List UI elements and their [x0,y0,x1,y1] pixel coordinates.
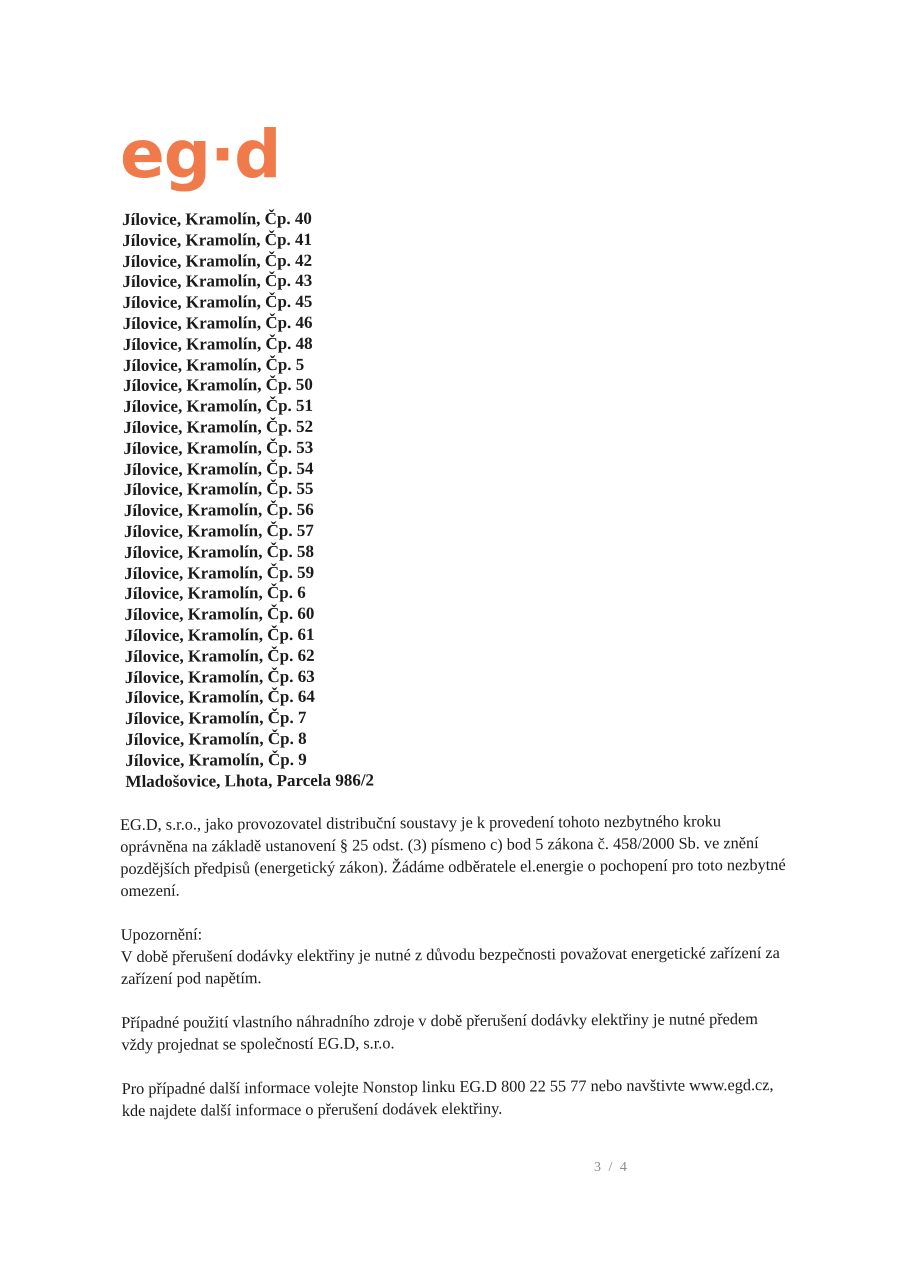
address-item: Jílovice, Kramolín, Čp. 53 [123,437,314,458]
egd-logo: eg·d [120,116,281,193]
address-item: Jílovice, Kramolín, Čp. 41 [122,229,313,250]
warning-paragraph: V době přerušení dodávky elektřiny je nutné z důvodu bezpečnosti považovat energetické zařízení za zařízení pod napětím. [120,942,780,988]
contact-paragraph: Pro případné další informace volejte Nonstop linku EG.D 800 22 55 77 nebo navštivte www.egd.cz, kde najdete další informace o přerušení dodávek elektřiny. [121,1075,774,1120]
address-item: Jílovice, Kramolín, Čp. 6 [124,583,306,604]
address-item: Jílovice, Kramolín, Čp. 46 [122,312,313,333]
address-item: Jílovice, Kramolín, Čp. 7 [125,708,307,729]
address-item: Jílovice, Kramolín, Čp. 55 [123,479,314,500]
address-item: Mladošovice, Lhota, Parcela 986/2 [125,769,375,791]
page-number: 3 / 4 [594,1160,629,1175]
address-item: Jílovice, Kramolín, Čp. 63 [124,666,315,687]
address-item: Jílovice, Kramolín, Čp. 60 [124,603,315,625]
address-item: Jílovice, Kramolín, Čp. 40 [122,208,312,229]
address-item: Jílovice, Kramolín, Čp. 64 [124,687,315,708]
address-item: Jílovice, Kramolín, Čp. 42 [122,250,313,271]
address-item: Jílovice, Kramolín, Čp. 54 [123,458,314,479]
address-item: Jílovice, Kramolín, Čp. 58 [124,541,314,562]
address-item: Jílovice, Kramolín, Čp. 8 [125,728,307,749]
affected-address-list [122,207,686,793]
address-item: Jílovice, Kramolín, Čp. 9 [125,749,307,770]
notice-body [120,810,792,1144]
warning-heading: Upozornění: [120,924,203,944]
address-item: Jílovice, Kramolín, Čp. 57 [123,520,314,541]
address-item: Jílovice, Kramolín, Čp. 56 [123,499,314,521]
address-item: Jílovice, Kramolín, Čp. 62 [124,645,315,666]
address-item: Jílovice, Kramolín, Čp. 43 [122,271,313,292]
address-item: Jílovice, Kramolín, Čp. 52 [123,416,314,437]
address-item: Jílovice, Kramolín, Čp. 5 [122,354,305,375]
address-item: Jílovice, Kramolín, Čp. 50 [123,375,313,396]
address-item: Jílovice, Kramolín, Čp. 48 [122,333,313,354]
address-item: Jílovice, Kramolín, Čp. 51 [123,396,314,417]
address-item: Jílovice, Kramolín, Čp. 61 [124,624,315,645]
address-item: Jílovice, Kramolín, Čp. 45 [122,292,313,313]
address-item: Jílovice, Kramolín, Čp. 59 [124,562,315,583]
legal-basis-paragraph: EG.D, s.r.o., jako provozovatel distribuční soustavy je k provedení tohoto nezbytného kroku oprávněna na základě ustanovení § 25 odst. (3) písmeno c) bod 5 zákona č. 458/2000 Sb. ve znění pozdějších předpisů (energetický zákon). Žádáme odběratele el.energie o pochopení pro toto nezbytné omezení. [120,811,786,900]
backup-source-paragraph: Případné použití vlastního náhradního zdroje v době přerušení dodávky elektřiny je nutné předem vždy projednat se společností EG.D, s.r.o. [121,1009,758,1054]
